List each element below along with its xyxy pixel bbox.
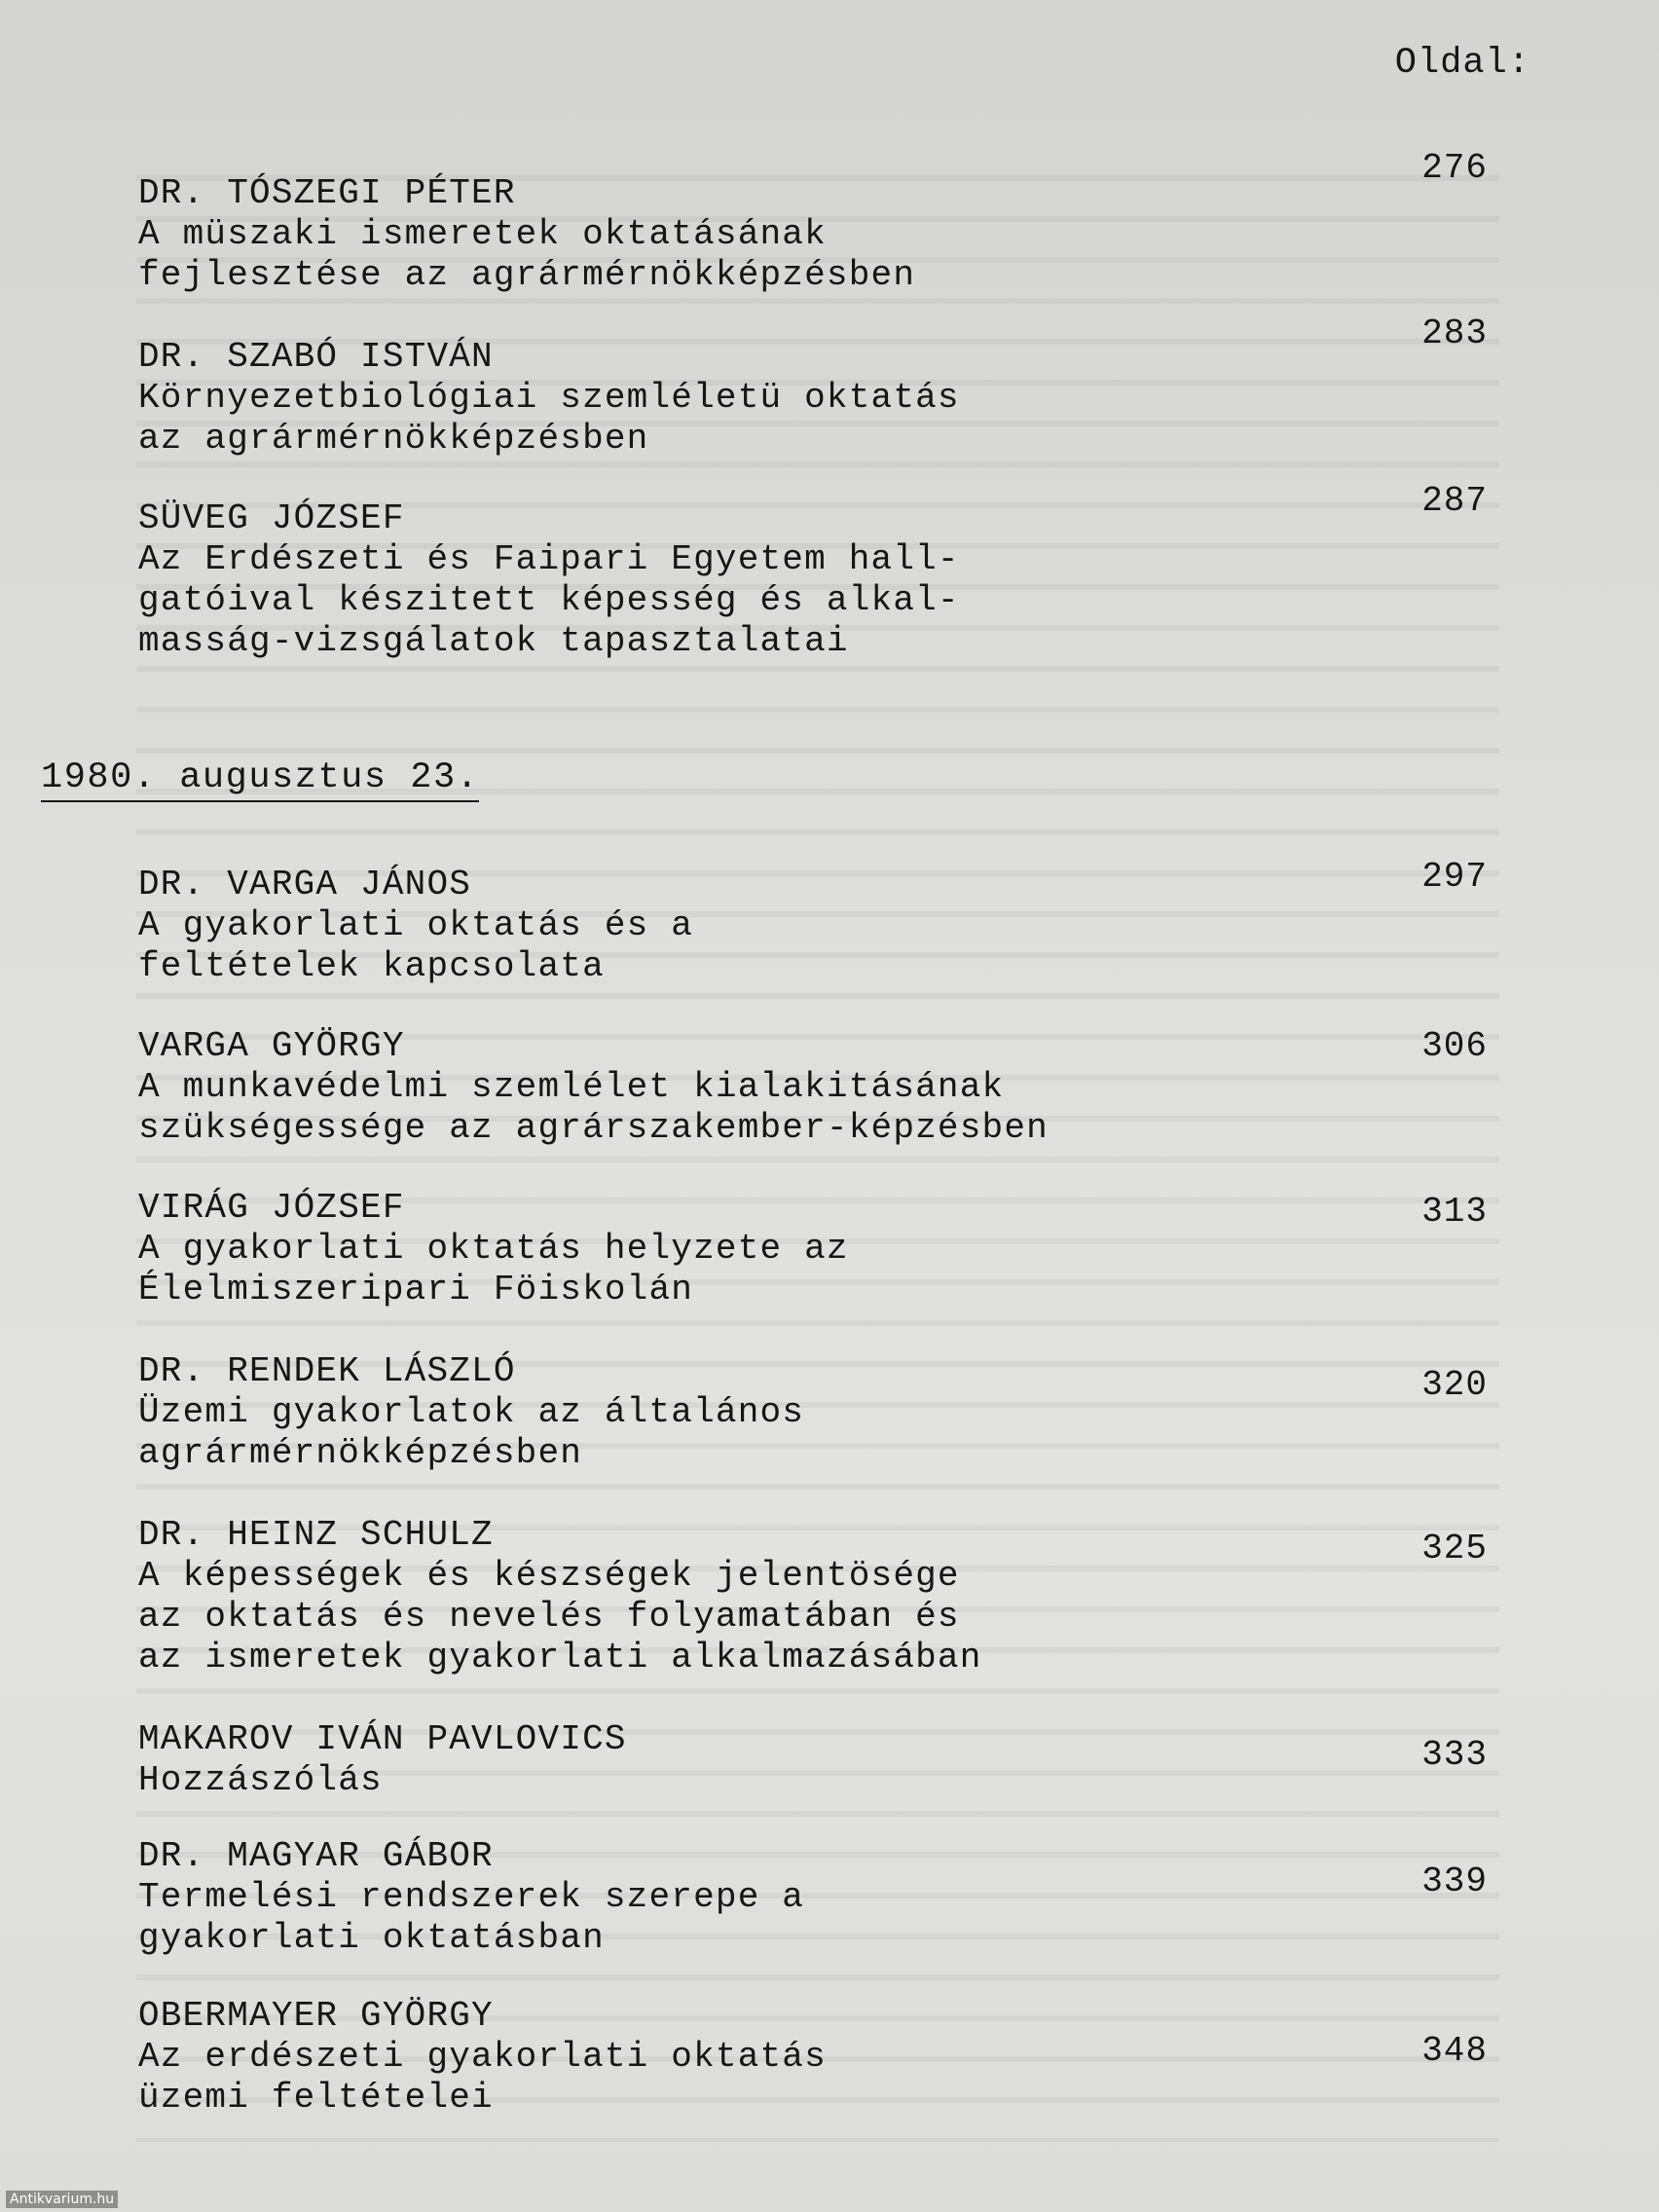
- page-column-header: Oldal:: [1394, 43, 1530, 84]
- entry-page-number: 333: [1421, 1735, 1488, 1775]
- entry-author: MAKAROV IVÁN PAVLOVICS: [138, 1719, 627, 1759]
- entry-title-line: A gyakorlati oktatás és a: [138, 905, 694, 945]
- entry-author: DR. HEINZ SCHULZ: [138, 1515, 494, 1555]
- entry-page-number: 287: [1421, 481, 1488, 521]
- toc-entry: [138, 498, 1501, 662]
- entry-page-number: 313: [1421, 1192, 1488, 1232]
- entry-author: DR. SZABÓ ISTVÁN: [138, 337, 494, 377]
- entry-title-line: A gyakorlati oktatás helyzete az: [138, 1229, 849, 1269]
- entry-title-line: az ismeretek gyakorlati alkalmazásában: [138, 1638, 982, 1677]
- entry-title-line: Termelési rendszerek szerepe a: [138, 1877, 805, 1917]
- entry-title-line: Az Erdészeti és Faipari Egyetem hall-: [138, 539, 960, 579]
- entry-title-line: fejlesztése az agrármérnökképzésben: [138, 255, 916, 295]
- entry-title-line: agrármérnökképzésben: [138, 1433, 583, 1473]
- toc-entry: [138, 1836, 1501, 1959]
- entry-author: SÜVEG JÓZSEF: [138, 498, 405, 538]
- toc-entry: [138, 1026, 1501, 1149]
- entry-page-number: 320: [1421, 1365, 1488, 1405]
- entry-page-number: 348: [1421, 2031, 1488, 2071]
- entry-title-line: feltételek kapcsolata: [138, 946, 605, 986]
- entry-title-line: Az erdészeti gyakorlati oktatás: [138, 2037, 827, 2077]
- entry-title-line: szükségessége az agrárszakember-képzésben: [138, 1108, 1049, 1148]
- toc-entry: [138, 173, 1501, 296]
- toc-entry: [138, 1188, 1501, 1310]
- entry-page-number: 325: [1421, 1529, 1488, 1568]
- entry-author: DR. VARGA JÁNOS: [138, 865, 472, 904]
- entry-title-line: gyakorlati oktatásban: [138, 1918, 605, 1958]
- entry-title-line: Környezetbiológiai szemléletü oktatás: [138, 378, 960, 418]
- entry-page-number: 297: [1421, 857, 1488, 897]
- entry-title-line: gatóival készitett képesség és alkal-: [138, 580, 960, 620]
- toc-entry: [138, 337, 1501, 460]
- entry-title-line: masság-vizsgálatok tapasztalatai: [138, 621, 849, 661]
- entry-author: OBERMAYER GYÖRGY: [138, 1996, 494, 2036]
- entry-page-number: 283: [1421, 313, 1488, 353]
- entry-title-line: az agrármérnökképzésben: [138, 419, 649, 459]
- entry-title-line: A müszaki ismeretek oktatásának: [138, 214, 827, 254]
- entry-title-line: Élelmiszeripari Föiskolán: [138, 1270, 694, 1309]
- entry-author: DR. RENDEK LÁSZLÓ: [138, 1351, 516, 1391]
- toc-entry: [138, 1515, 1501, 1678]
- entry-author: VARGA GYÖRGY: [138, 1026, 405, 1066]
- date-heading: 1980. augusztus 23.: [41, 757, 479, 802]
- entry-author: VIRÁG JÓZSEF: [138, 1188, 405, 1228]
- toc-entry: [138, 1351, 1501, 1474]
- entry-title-line: A képességek és készségek jelentösége: [138, 1556, 960, 1596]
- entry-title-line: A munkavédelmi szemlélet kialakitásának: [138, 1067, 1005, 1107]
- toc-entry: [138, 1719, 1501, 1801]
- toc-entry: [138, 865, 1501, 987]
- entry-title-line: üzemi feltételei: [138, 2078, 494, 2118]
- watermark: Antikvarium.hu: [6, 2191, 118, 2208]
- toc-entry: [138, 1996, 1501, 2119]
- entry-page-number: 339: [1421, 1862, 1488, 1901]
- entry-page-number: 306: [1421, 1026, 1488, 1066]
- entry-title-line: Üzemi gyakorlatok az általános: [138, 1392, 805, 1432]
- entry-author: DR. MAGYAR GÁBOR: [138, 1836, 494, 1876]
- entry-author: DR. TÓSZEGI PÉTER: [138, 173, 516, 213]
- entry-title-line: Hozzászólás: [138, 1760, 383, 1800]
- entry-title-line: az oktatás és nevelés folyamatában és: [138, 1597, 960, 1637]
- entry-page-number: 276: [1421, 148, 1488, 188]
